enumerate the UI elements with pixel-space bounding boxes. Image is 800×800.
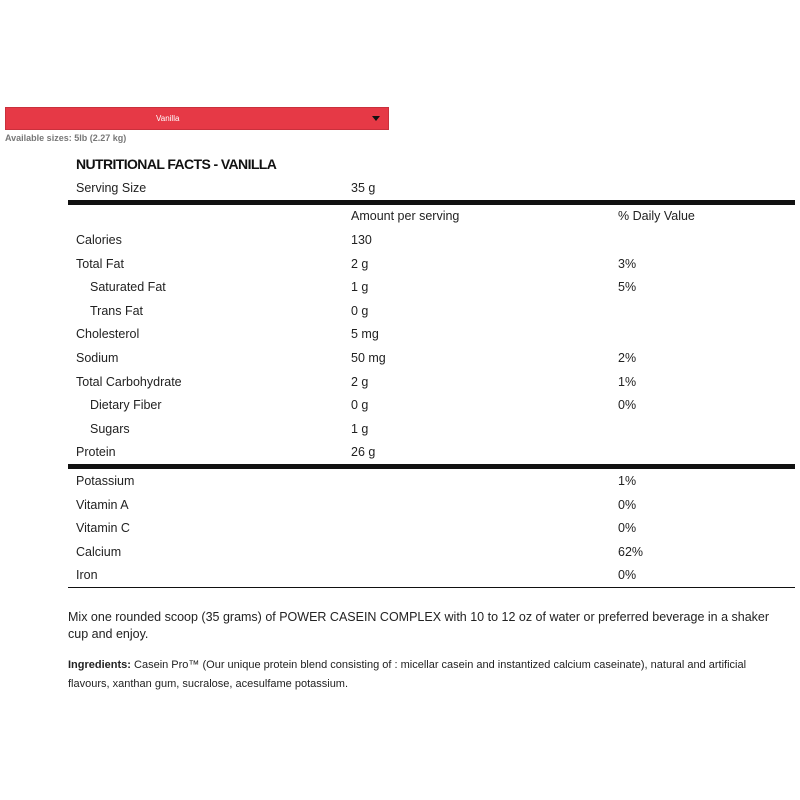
nutrition-facts-panel <box>68 150 795 588</box>
table-row: Trans Fat 0 g <box>90 303 369 318</box>
table-row: Total Fat 2 g 3% <box>76 256 637 271</box>
ingredients-label: Ingredients: <box>68 659 131 671</box>
table-row: Potassium 1% <box>76 473 637 488</box>
chevron-down-icon <box>372 116 380 121</box>
table-row: Vitamin A 0% <box>76 497 637 512</box>
table-row: Calcium 62% <box>76 544 644 559</box>
table-row: Cholesterol 5 mg <box>76 327 379 342</box>
col-amount-header: Amount per serving <box>351 209 460 224</box>
flavor-select[interactable] <box>5 107 389 130</box>
table-row: Vitamin C 0% <box>76 521 637 536</box>
serving-label: Serving Size <box>68 176 351 202</box>
serving-value: 35 g <box>351 176 618 202</box>
table-row: Saturated Fat 1 g 5% <box>90 280 637 295</box>
serving-row <box>68 176 795 202</box>
table-row: Sodium 50 mg 2% <box>76 350 637 365</box>
col-dv-header: % Daily Value <box>618 209 695 224</box>
table-row: Dietary Fiber 0 g 0% <box>90 398 637 413</box>
available-sizes: Available sizes: 5lb (2.27 kg) <box>5 133 127 143</box>
nutrition-title: NUTRITIONAL FACTS - VANILLA <box>76 156 277 172</box>
ingredients-list: Casein Pro™ (Our unique protein blend consisting of : micellar casein and instantized calcium caseinate), natural and artificial flavours, xanthan gum, sucralose, acesulfame potassium. <box>68 659 747 690</box>
table-row: Protein 26 g <box>68 441 795 467</box>
ingredients-text <box>68 656 788 694</box>
table-header-row <box>68 202 795 228</box>
table-row: Total Carbohydrate 2 g 1% <box>76 374 637 389</box>
nutrition-table <box>68 176 795 588</box>
flavor-select-value: Vanilla <box>156 114 180 123</box>
table-row: Calories 130 <box>76 232 372 247</box>
directions-text: Mix one rounded scoop (35 grams) of POWER CASEIN COMPLEX with 10 to 12 oz of water or preferred beverage in a shaker cup and enjoy. <box>68 610 770 641</box>
table-row: Iron 0% <box>68 564 795 588</box>
table-row: Sugars 1 g <box>90 421 369 436</box>
